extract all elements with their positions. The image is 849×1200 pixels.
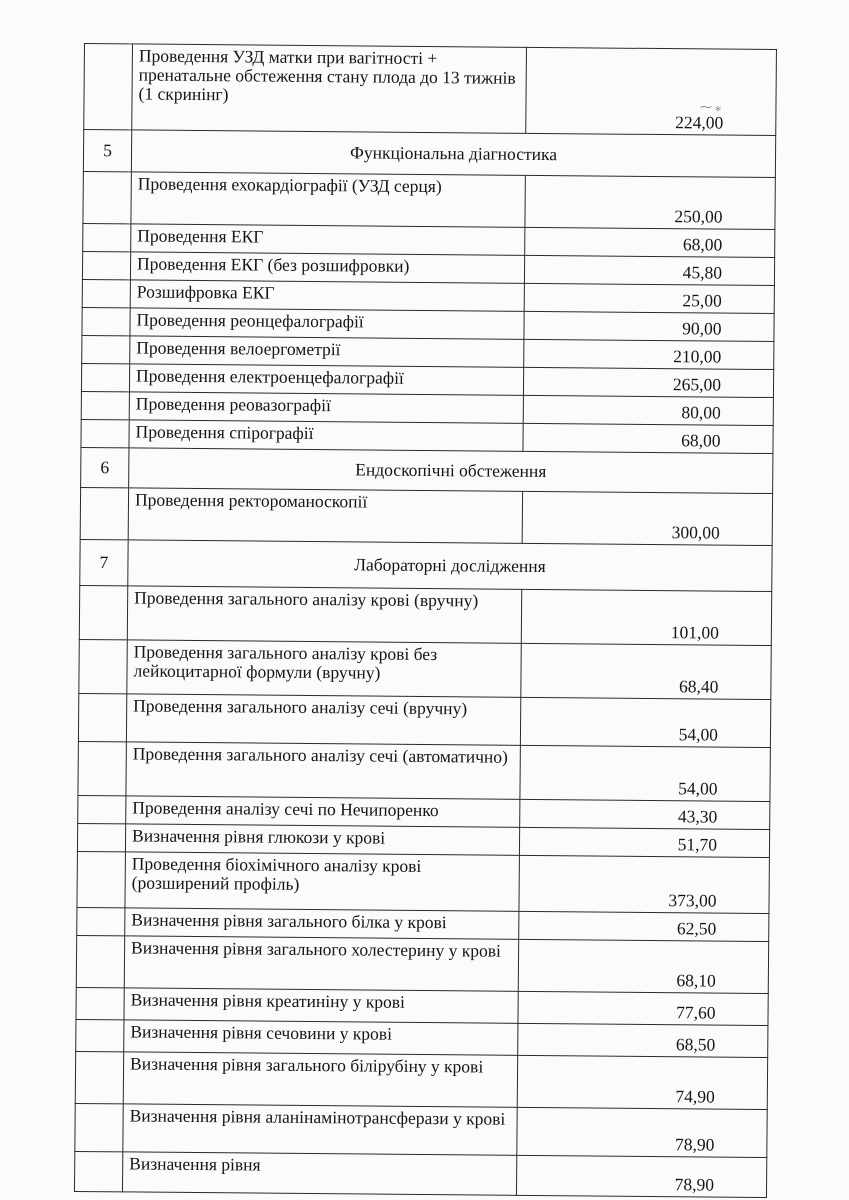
service-name: Проведення УЗД матки при вагітності + пренатальне обстеження стану плода до 13 тижнів (1 скринінг) [132, 44, 527, 133]
section-title: Ендоскопічні обстеження [129, 448, 773, 494]
service-price: 101,00 [521, 589, 771, 645]
service-price: 77,60 [518, 991, 768, 1025]
row-number [75, 1103, 123, 1151]
row-number [83, 223, 131, 251]
handwritten-mark: ⁓ ⁎ [700, 100, 721, 114]
service-name: Визначення рівня креатиніну у крові [124, 988, 518, 1023]
row-number [78, 795, 126, 823]
row-number [77, 851, 125, 907]
service-name: Проведення ЕКГ [131, 224, 525, 255]
service-row [78, 741, 770, 801]
row-number [77, 823, 125, 851]
section-row [83, 130, 775, 178]
section-title: Функціональна діагностика [131, 130, 775, 178]
service-name: Проведення загального аналізу сечі (вручну) [126, 694, 520, 745]
service-price: 68,00 [525, 227, 775, 257]
service-name: Проведення ехокардіографії (УЗД серця) [131, 172, 525, 227]
service-row [83, 171, 775, 229]
service-name: Проведення спірографії [129, 420, 523, 451]
service-price: 68,10 [518, 939, 768, 993]
service-name: Проведення електроенцефалографії [129, 364, 523, 395]
service-name: Проведення велоергометрії [130, 336, 524, 367]
service-row [80, 487, 772, 545]
service-price: 373,00 [519, 855, 769, 913]
service-price: 80,00 [523, 395, 773, 425]
row-number [84, 44, 133, 130]
service-row [74, 1151, 766, 1197]
row-number [80, 487, 128, 539]
service-price: 78,90 [517, 1107, 767, 1157]
row-number [76, 1019, 124, 1051]
row-number [77, 907, 125, 935]
service-price: 210,00 [524, 339, 774, 369]
row-number: 7 [80, 539, 128, 585]
service-price: 250,00 [525, 175, 775, 229]
service-name: Визначення рівня аланінамінотрансферази у крові [123, 1104, 517, 1155]
row-number [74, 1151, 122, 1191]
row-number [81, 363, 129, 391]
service-price: 68,50 [518, 1023, 768, 1057]
service-price: 90,00 [524, 311, 774, 341]
service-row [75, 1103, 767, 1157]
service-name: Визначення рівня загального білірубіну у крові [123, 1052, 517, 1107]
service-row [79, 639, 771, 699]
row-number [78, 693, 126, 741]
row-number: 5 [83, 130, 131, 172]
service-price: 78,90 [516, 1155, 766, 1197]
row-number [82, 251, 130, 279]
service-name: Визначення рівня загального холестерину у крові [124, 936, 518, 991]
row-number [82, 335, 130, 363]
row-number [76, 935, 124, 987]
service-name: Проведення реовазографії [129, 392, 523, 423]
service-price: 51,70 [519, 827, 769, 857]
row-number [79, 585, 127, 639]
service-row [84, 44, 777, 136]
section-title: Лабораторні дослідження [128, 540, 772, 592]
section-row [81, 447, 773, 493]
row-number [76, 987, 124, 1019]
row-number [82, 279, 130, 307]
service-price: 68,00 [523, 423, 773, 453]
service-price: 224,00 [526, 47, 777, 135]
row-number [81, 391, 129, 419]
service-price: 62,50 [519, 911, 769, 941]
service-name: Визначення рівня загального білка у крові [125, 908, 519, 939]
service-name: Проведення ЕКГ (без розшифровки) [130, 252, 524, 283]
service-row [79, 585, 771, 645]
price-table [74, 43, 777, 1198]
service-price: 54,00 [520, 697, 770, 747]
service-name: Проведення біохімічного аналізу крові (розширений профіль) [125, 852, 519, 911]
row-number [83, 171, 131, 223]
row-number [75, 1051, 123, 1103]
service-name: Проведення реонцефалографії [130, 308, 524, 339]
service-name: Проведення загального аналізу сечі (автоматично) [126, 742, 520, 799]
service-price: 43,30 [520, 799, 770, 829]
service-price: 25,00 [524, 283, 774, 313]
row-number [78, 741, 126, 795]
service-name: Проведення загального аналізу крові без лейкоцитарної формули (вручну) [127, 640, 521, 697]
service-row [78, 693, 770, 747]
service-price: 300,00 [522, 491, 772, 545]
table-body [74, 44, 776, 1198]
service-name: Визначення рівня глюкози у крові [125, 824, 519, 855]
service-row [75, 1051, 767, 1109]
section-row [80, 539, 772, 591]
row-number [79, 639, 127, 693]
row-number [82, 307, 130, 335]
service-name: Розшифровка ЕКГ [130, 280, 524, 311]
row-number: 6 [81, 447, 129, 487]
service-price: 68,40 [521, 643, 771, 699]
service-row [76, 935, 768, 993]
service-price: 265,00 [523, 367, 773, 397]
row-number [81, 419, 129, 447]
service-name: Проведення аналізу сечі по Нечипоренко [126, 796, 520, 827]
service-name: Проведення ректороманоскопії [128, 488, 522, 543]
service-name: Визначення рівня [122, 1152, 516, 1195]
service-price: 45,80 [524, 255, 774, 285]
service-name: Проведення загального аналізу крові (вручну) [127, 586, 521, 643]
service-price: 74,90 [517, 1055, 767, 1109]
service-price: 54,00 [520, 745, 770, 801]
service-row [77, 851, 769, 913]
service-name: Визначення рівня сечовини у крові [124, 1020, 518, 1055]
